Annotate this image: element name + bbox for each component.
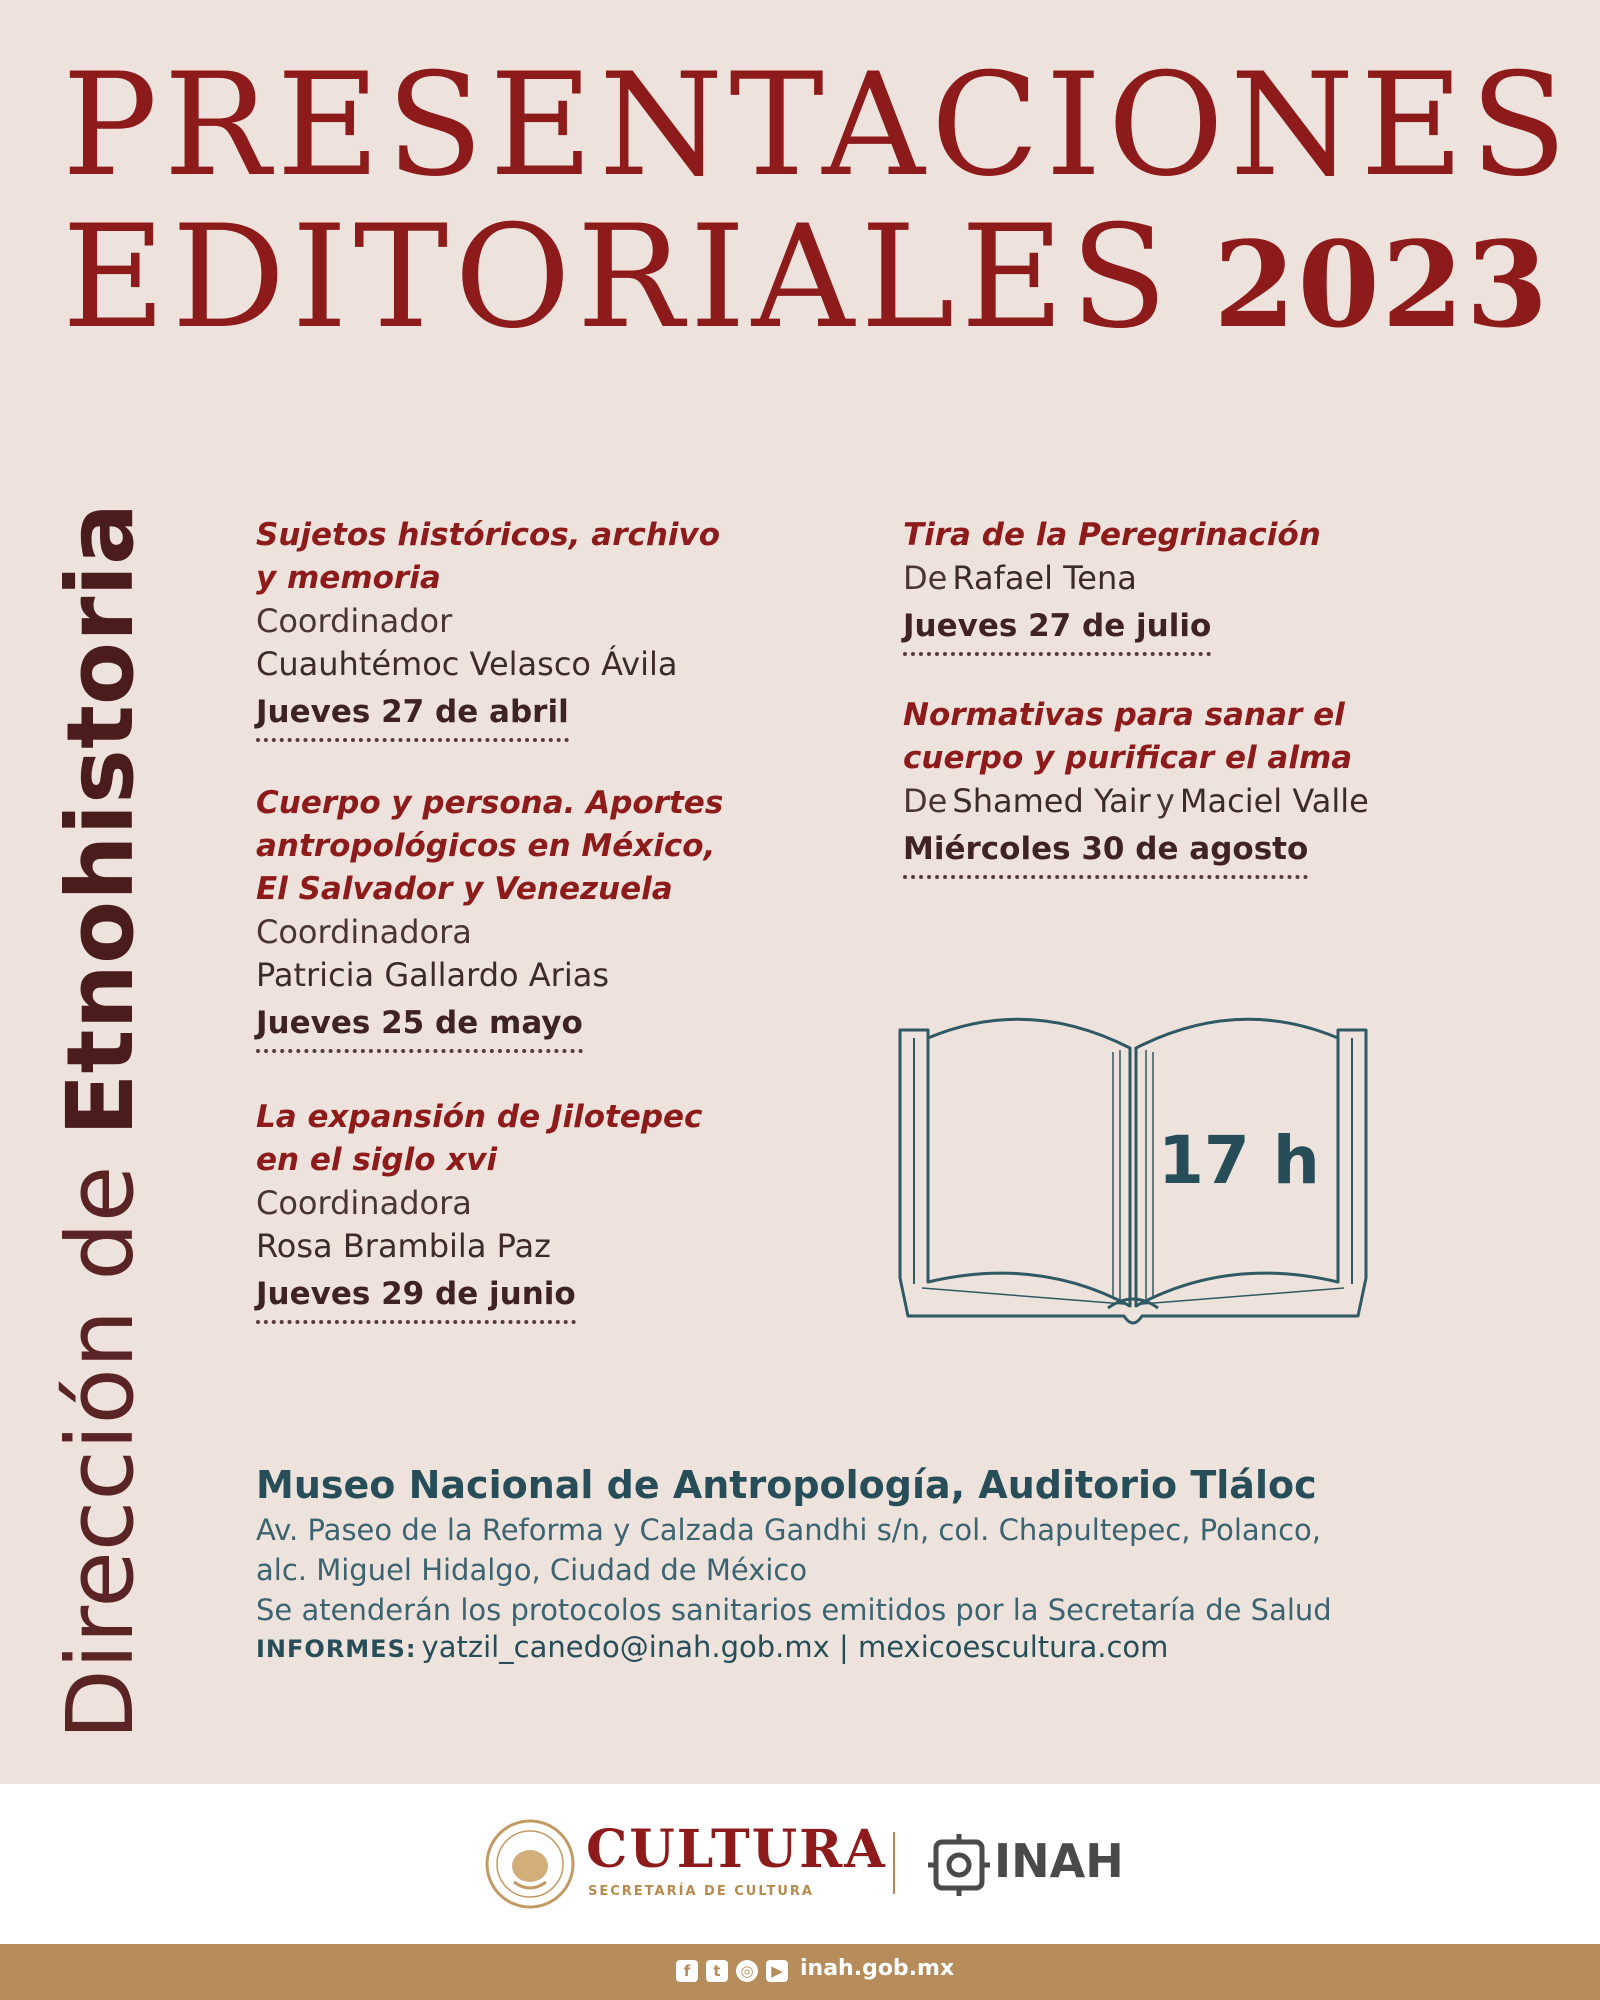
event-4 bbox=[903, 514, 1463, 656]
event-date: Jueves 29 de junio bbox=[256, 1274, 576, 1324]
title-line-2 bbox=[62, 195, 1573, 360]
event-title-line: y memoria bbox=[256, 560, 441, 596]
page-title bbox=[62, 43, 1574, 360]
venue-address-line-1: Av. Paseo de la Reforma y Calzada Gandhi s/n, col. Chapultepec, Polanco, bbox=[256, 1513, 1321, 1547]
event-2 bbox=[256, 782, 776, 1053]
event-title-line: antropológicos en México, bbox=[256, 828, 716, 864]
vertical-heading-prefix: Dirección de bbox=[47, 1136, 154, 1740]
event-title-line: Sujetos históricos, archivo bbox=[256, 517, 721, 553]
event-hour: 17 h bbox=[1158, 1122, 1320, 1199]
event-title-line: en el siglo xvi bbox=[256, 1142, 498, 1178]
event-date: Miércoles 30 de agosto bbox=[903, 829, 1308, 879]
event-role: Coordinador bbox=[256, 602, 453, 640]
title-year: 2023 bbox=[1213, 215, 1550, 354]
event-and: y bbox=[1155, 782, 1175, 820]
twitter-icon[interactable]: t bbox=[706, 1960, 728, 1982]
logos-band bbox=[0, 1784, 1600, 1944]
event-5 bbox=[903, 694, 1463, 879]
event-de: De bbox=[903, 782, 948, 820]
instagram-icon[interactable]: ◎ bbox=[736, 1960, 758, 1982]
event-title-line: cuerpo y purificar el alma bbox=[903, 740, 1353, 776]
title-line-1: PRESENTACIONES bbox=[62, 43, 1574, 208]
event-title-line: Tira de la Peregrinación bbox=[903, 517, 1321, 553]
event-de: De bbox=[903, 559, 948, 597]
event-role: Coordinadora bbox=[256, 1184, 472, 1222]
inah-glyph-icon bbox=[926, 1832, 992, 1898]
event-title-line: Normativas para sanar el bbox=[903, 697, 1345, 733]
event-title-line: El Salvador y Venezuela bbox=[256, 871, 673, 907]
venue-address-line-2: alc. Miguel Hidalgo, Ciudad de México bbox=[256, 1553, 808, 1587]
vertical-heading-bold: Etnohistoria bbox=[47, 502, 154, 1137]
footer bbox=[0, 1944, 1600, 2000]
title-line-2-text: EDITORIALES bbox=[62, 195, 1174, 360]
social-icons bbox=[676, 1960, 788, 1982]
event-person: Rafael Tena bbox=[952, 559, 1137, 597]
cultura-logo: CULTURA bbox=[586, 1819, 887, 1880]
youtube-icon[interactable]: ▶ bbox=[766, 1960, 788, 1982]
vertical-heading bbox=[47, 502, 154, 1740]
venue-block bbox=[256, 1460, 1436, 1664]
event-3 bbox=[256, 1096, 776, 1324]
inah-logo: INAH bbox=[994, 1834, 1124, 1888]
event-date: Jueves 25 de mayo bbox=[256, 1003, 583, 1053]
event-1 bbox=[256, 514, 776, 742]
event-role: Coordinadora bbox=[256, 913, 472, 951]
event-date: Jueves 27 de abril bbox=[256, 692, 569, 742]
national-seal-icon bbox=[484, 1818, 576, 1910]
venue-name: Museo Nacional de Antropología, Auditorio Tláloc bbox=[256, 1463, 1317, 1507]
event-person: Rosa Brambila Paz bbox=[256, 1227, 551, 1265]
venue-protocol: Se atenderán los protocolos sanitarios emitidos por la Secretaría de Salud bbox=[256, 1593, 1332, 1627]
info-contact[interactable]: yatzil_canedo@inah.gob.mx | mexicoescultura.com bbox=[421, 1630, 1169, 1664]
facebook-icon[interactable]: f bbox=[676, 1960, 698, 1982]
secretaria-label: SECRETARÍA DE CULTURA bbox=[588, 1884, 814, 1899]
event-title-line: La expansión de Jilotepec bbox=[256, 1099, 703, 1135]
logo-divider bbox=[893, 1832, 895, 1894]
venue-info bbox=[256, 1630, 1436, 1664]
event-person-line bbox=[903, 780, 1463, 823]
info-label: INFORMES: bbox=[256, 1635, 417, 1663]
website-link[interactable]: inah.gob.mx bbox=[800, 1956, 955, 1981]
event-person-line bbox=[903, 557, 1463, 600]
event-person: Shamed Yair bbox=[952, 782, 1151, 820]
event-person: Maciel Valle bbox=[1179, 782, 1369, 820]
event-title-line: Cuerpo y persona. Aportes bbox=[256, 785, 724, 821]
event-date: Jueves 27 de julio bbox=[903, 606, 1211, 656]
event-person: Patricia Gallardo Arias bbox=[256, 956, 609, 994]
event-person: Cuauhtémoc Velasco Ávila bbox=[256, 645, 678, 683]
